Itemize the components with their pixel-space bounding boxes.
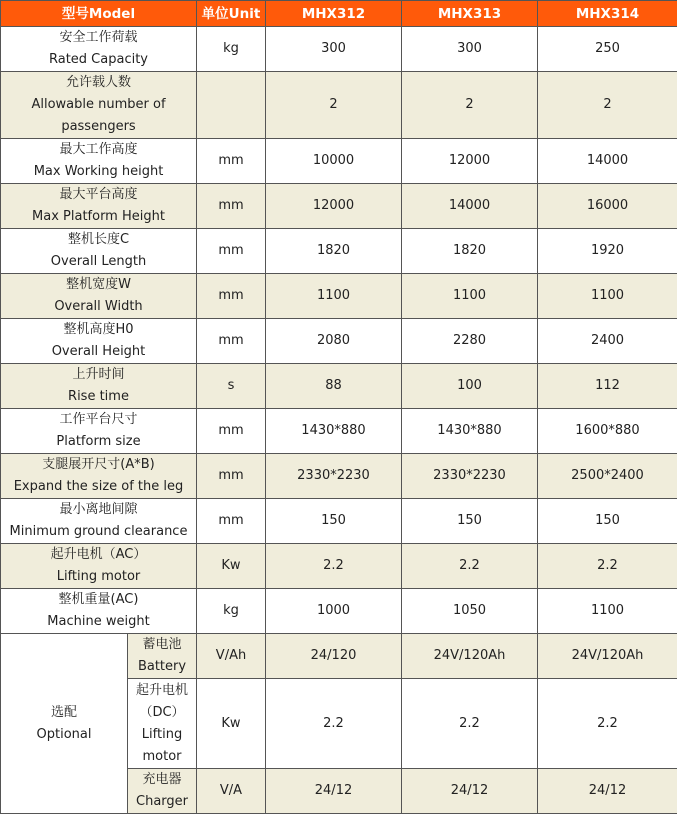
value-cell: 1430*880 [266, 409, 402, 454]
value-cell: 2.2 [266, 544, 402, 589]
value-cell: 24/12 [538, 769, 677, 814]
param-name-en: Rated Capacity [3, 49, 194, 71]
value-cell: 2 [538, 72, 677, 139]
table-row [1, 364, 677, 409]
param-name-en-line1: Allowable number of [3, 94, 194, 116]
param-name-en: Lifting motor [3, 566, 194, 588]
param-name [1, 27, 197, 72]
value-cell: 1000 [266, 589, 402, 634]
param-name-cn: 起升电机（AC） [3, 544, 194, 566]
param-unit: Kw [197, 544, 266, 589]
value-cell: 2400 [538, 319, 677, 364]
value-cell: 24/12 [402, 769, 538, 814]
value-cell: 2.2 [402, 679, 538, 769]
value-cell: 250 [538, 27, 677, 72]
table-row [1, 499, 677, 544]
param-name [1, 319, 197, 364]
param-name-en: Platform size [3, 431, 194, 453]
param-unit: kg [197, 27, 266, 72]
param-unit: s [197, 364, 266, 409]
param-unit: V/Ah [197, 634, 266, 679]
value-cell: 24/12 [266, 769, 402, 814]
value-cell: 150 [402, 499, 538, 544]
value-cell: 1820 [266, 229, 402, 274]
param-unit: mm [197, 319, 266, 364]
value-cell: 2500*2400 [538, 454, 677, 499]
table-row [1, 72, 677, 139]
param-name-cn: 整机宽度W [3, 274, 194, 296]
header-model-3: MHX314 [538, 1, 677, 27]
param-name-en: Rise time [3, 386, 194, 408]
optional-label-cn: 选配 [3, 702, 125, 724]
value-cell: 1820 [402, 229, 538, 274]
value-cell: 2.2 [538, 679, 677, 769]
table-row [1, 544, 677, 589]
table-row [1, 409, 677, 454]
value-cell: 24/120 [266, 634, 402, 679]
value-cell: 1050 [402, 589, 538, 634]
optional-item-name-cn: 充电器 [130, 769, 194, 791]
value-cell: 1100 [538, 589, 677, 634]
param-unit: mm [197, 454, 266, 499]
value-cell: 112 [538, 364, 677, 409]
header-model-2: MHX313 [402, 1, 538, 27]
param-name-cn: 允许载人数 [3, 72, 194, 94]
param-name [1, 589, 197, 634]
param-name-cn: 上升时间 [3, 364, 194, 386]
header-model-1: MHX312 [266, 1, 402, 27]
value-cell: 12000 [266, 184, 402, 229]
optional-item-name-line: 起升电机 [130, 680, 194, 702]
header-model: 型号Model [1, 1, 197, 27]
param-name-en-line2: passengers [3, 116, 194, 138]
value-cell: 150 [538, 499, 677, 544]
table-row [1, 319, 677, 364]
value-cell: 1100 [538, 274, 677, 319]
param-name [1, 72, 197, 139]
param-name-en: Max Working height [3, 161, 194, 183]
param-name-en: Minimum ground clearance [3, 521, 194, 543]
param-name [1, 184, 197, 229]
param-name [1, 364, 197, 409]
value-cell: 2.2 [266, 679, 402, 769]
param-unit: mm [197, 499, 266, 544]
param-unit: mm [197, 229, 266, 274]
table-row-optional-battery [1, 634, 677, 679]
param-unit: V/A [197, 769, 266, 814]
value-cell: 14000 [538, 139, 677, 184]
param-name-cn: 最大工作高度 [3, 139, 194, 161]
value-cell: 2 [266, 72, 402, 139]
param-unit: Kw [197, 679, 266, 769]
optional-item-name-line: motor [130, 746, 194, 768]
value-cell: 100 [402, 364, 538, 409]
param-name-cn: 最大平台高度 [3, 184, 194, 206]
table-row [1, 139, 677, 184]
param-name-cn: 最小离地间隙 [3, 499, 194, 521]
value-cell: 1600*880 [538, 409, 677, 454]
value-cell: 2 [402, 72, 538, 139]
value-cell: 10000 [266, 139, 402, 184]
value-cell: 1100 [266, 274, 402, 319]
param-name-en: Overall Width [3, 296, 194, 318]
value-cell: 1920 [538, 229, 677, 274]
param-unit: mm [197, 409, 266, 454]
optional-item-name-line: （DC） [130, 702, 194, 724]
param-name-en: Expand the size of the leg [3, 476, 194, 498]
value-cell: 300 [402, 27, 538, 72]
value-cell: 2.2 [538, 544, 677, 589]
param-name [1, 499, 197, 544]
value-cell: 14000 [402, 184, 538, 229]
param-name [1, 274, 197, 319]
optional-item-name-en: Battery [130, 656, 194, 678]
param-unit: mm [197, 274, 266, 319]
value-cell: 2080 [266, 319, 402, 364]
optional-item-name [128, 634, 197, 679]
header-row [1, 1, 677, 27]
param-name [1, 229, 197, 274]
param-name-en: Overall Length [3, 251, 194, 273]
table-row [1, 184, 677, 229]
table-row [1, 274, 677, 319]
param-name-cn: 工作平台尺寸 [3, 409, 194, 431]
param-name-en: Machine weight [3, 611, 194, 633]
optional-item-name-line: Lifting [130, 724, 194, 746]
value-cell: 16000 [538, 184, 677, 229]
optional-item-name-cn: 蓄电池 [130, 634, 194, 656]
value-cell: 300 [266, 27, 402, 72]
param-name-cn: 安全工作荷载 [3, 27, 194, 49]
optional-item-name [128, 679, 197, 769]
param-name [1, 454, 197, 499]
param-name-cn: 整机重量(AC) [3, 589, 194, 611]
param-name-cn: 支腿展开尺寸(A*B) [3, 454, 194, 476]
value-cell: 2.2 [402, 544, 538, 589]
param-name [1, 544, 197, 589]
value-cell: 1430*880 [402, 409, 538, 454]
optional-item-name [128, 769, 197, 814]
param-name-cn: 整机长度C [3, 229, 194, 251]
table-row [1, 229, 677, 274]
param-unit [197, 72, 266, 139]
table-row [1, 27, 677, 72]
value-cell: 2280 [402, 319, 538, 364]
table-row [1, 454, 677, 499]
param-unit: mm [197, 184, 266, 229]
value-cell: 1100 [402, 274, 538, 319]
header-unit: 单位Unit [197, 1, 266, 27]
optional-label [1, 634, 128, 814]
value-cell: 24V/120Ah [402, 634, 538, 679]
param-name [1, 139, 197, 184]
value-cell: 88 [266, 364, 402, 409]
value-cell: 2330*2230 [402, 454, 538, 499]
param-name-en: Max Platform Height [3, 206, 194, 228]
param-unit: mm [197, 139, 266, 184]
value-cell: 2330*2230 [266, 454, 402, 499]
table-row [1, 589, 677, 634]
param-name-cn: 整机高度H0 [3, 319, 194, 341]
optional-item-name-en: Charger [130, 791, 194, 813]
param-unit: kg [197, 589, 266, 634]
value-cell: 150 [266, 499, 402, 544]
value-cell: 24V/120Ah [538, 634, 677, 679]
value-cell: 12000 [402, 139, 538, 184]
param-name [1, 409, 197, 454]
optional-label-en: Optional [3, 724, 125, 746]
param-name-en: Overall Height [3, 341, 194, 363]
